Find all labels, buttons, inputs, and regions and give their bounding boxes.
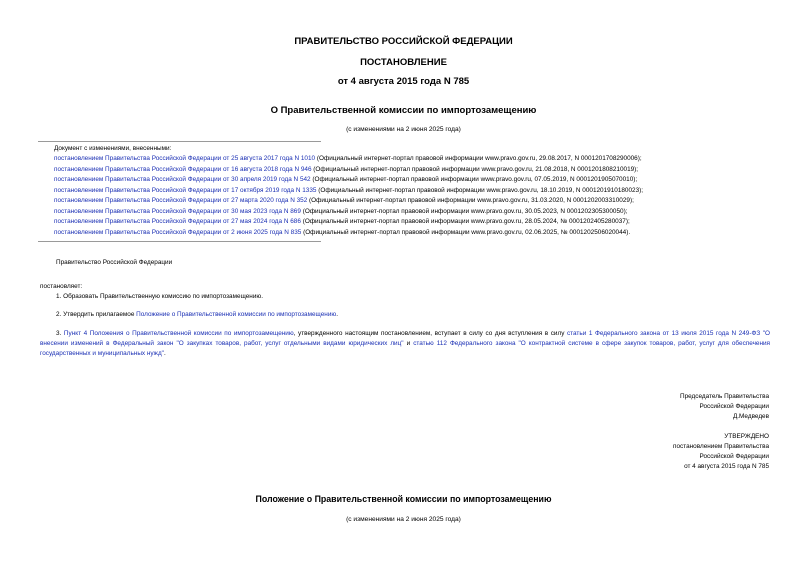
- signature-name: Д.Медведев: [732, 413, 769, 420]
- changes-intro: Документ с изменениями, внесенными:: [54, 145, 172, 152]
- signature-position: Председатель Правительства: [680, 393, 769, 400]
- approval-line-4: от 4 августа 2015 года N 785: [684, 463, 769, 470]
- change-link[interactable]: постановлением Правительства Российской Федерации от 2 июня 2025 года N 835: [54, 228, 302, 236]
- signature-block: [680, 392, 769, 422]
- change-item: [54, 207, 628, 216]
- revision-note: (с изменениями на 2 июня 2025 года): [346, 126, 461, 133]
- paragraph-2-end: .: [336, 311, 338, 318]
- change-source: (Официальный интернет-портал правовой информации www.pravo.gov.ru, 29.08.2017, N 0001201708290006);: [315, 155, 642, 162]
- signature-country: Российской Федерации: [699, 403, 769, 410]
- government-line: Правительство Российской Федерации: [56, 259, 173, 266]
- change-link[interactable]: постановлением Правительства Российской Федерации от 27 марта 2020 года N 352: [54, 197, 308, 204]
- change-item: [54, 154, 642, 163]
- federal-law-249-link[interactable]: статьи 1 Федерального закона от 13 июля 2015 года N 249-ФЗ "О внесении изменений в Федеральный закон "О закупках товаров, работ, услуг отдельными видами юридических лиц": [40, 330, 771, 347]
- changes-bottom-divider: [38, 241, 321, 242]
- document-date-number: от 4 августа 2015 года N 785: [337, 76, 470, 87]
- approval-block: [673, 432, 769, 472]
- change-item: [54, 175, 637, 184]
- change-source: (Официальный интернет-портал правовой информации www.pravo.gov.ru, 31.03.2020, N 0001202003310029);: [307, 197, 634, 204]
- changes-top-divider: [38, 141, 321, 142]
- change-item: [54, 165, 638, 174]
- change-source: (Официальный интернет-портал правовой информации www.pravo.gov.ru, 30.05.2023, N 0001202305300050);: [300, 207, 628, 215]
- change-item: [54, 196, 634, 205]
- change-source: (Официальный интернет-портал правовой информации www.pravo.gov.ru, 18.10.2019, N 0001201910180023);: [316, 186, 644, 194]
- change-link[interactable]: постановлением Правительства Российской Федерации от 17 октября 2019 года N 1335: [54, 186, 317, 194]
- paragraph-2-text: 2. Утвердить прилагаемое: [56, 311, 137, 318]
- document-type: ПОСТАНОВЛЕНИЕ: [360, 57, 447, 68]
- change-item: [54, 228, 630, 237]
- appendix-revision: (с изменениями на 2 июня 2025 года): [346, 516, 461, 523]
- paragraph-2: [56, 310, 338, 319]
- paragraph-3-number: 3.: [56, 330, 64, 337]
- paragraph-3-end: .: [163, 350, 166, 357]
- clause-4-link[interactable]: Пункт 4 Положения о Правительственной комиссии по импортозамещению: [63, 330, 294, 337]
- change-link[interactable]: постановлением Правительства Российской Федерации от 30 мая 2023 года N 869: [54, 207, 301, 215]
- change-link[interactable]: постановлением Правительства Российской Федерации от 25 августа 2017 года N 1010: [54, 155, 316, 162]
- change-item: [54, 217, 630, 226]
- government-name: ПРАВИТЕЛЬСТВО РОССИЙСКОЙ ФЕДЕРАЦИИ: [294, 36, 513, 47]
- change-link[interactable]: постановлением Правительства Российской Федерации от 27 мая 2024 года N 686: [54, 218, 301, 225]
- change-link[interactable]: постановлением Правительства Российской Федерации от 16 августа 2018 года N 946: [54, 165, 312, 173]
- change-source: (Официальный интернет-портал правовой информации www.pravo.gov.ru, 21.08.2018, N 0001201808210019);: [311, 165, 639, 173]
- paragraph-3-conjunction: и: [403, 340, 414, 347]
- paragraph-1: 1. Образовать Правительственную комиссию по импортозамещению.: [56, 293, 263, 300]
- paragraph-3: [40, 329, 770, 359]
- appendix-title: Положение о Правительственной комиссии по импортозамещению: [255, 494, 552, 504]
- paragraph-3-text: , утвержденного настоящим постановлением, вступает в силу со дня вступления в силу: [293, 330, 567, 337]
- change-link[interactable]: постановлением Правительства Российской Федерации от 30 апреля 2019 года N 542: [54, 176, 311, 183]
- change-source: (Официальный интернет-портал правовой информации www.pravo.gov.ru, 02.06.2025, № 0001202506020044).: [301, 228, 631, 236]
- approval-line-2: постановлением Правительства: [673, 443, 769, 450]
- change-source: (Официальный интернет-портал правовой информации www.pravo.gov.ru, 28.05.2024, № 0001202405280037);: [300, 218, 630, 225]
- change-source: (Официальный интернет-портал правовой информации www.pravo.gov.ru, 07.05.2019, N 0001201905070010);: [310, 176, 638, 183]
- document-title: О Правительственной комиссии по импортозамещению: [270, 105, 537, 116]
- change-item: [54, 186, 643, 195]
- approval-line-3: Российской Федерации: [699, 453, 769, 460]
- resolves-line: постановляет:: [40, 283, 83, 290]
- approval-heading: УТВЕРЖДЕНО: [724, 433, 769, 440]
- regulation-link[interactable]: Положение о Правительственной комиссии по импортозамещению: [136, 311, 337, 318]
- federal-law-112-link[interactable]: статью 112 Федерального закона "О контрактной системе в сфере закупок товаров, работ, услуг для обеспечения государственных и муниципальных нужд": [40, 340, 771, 357]
